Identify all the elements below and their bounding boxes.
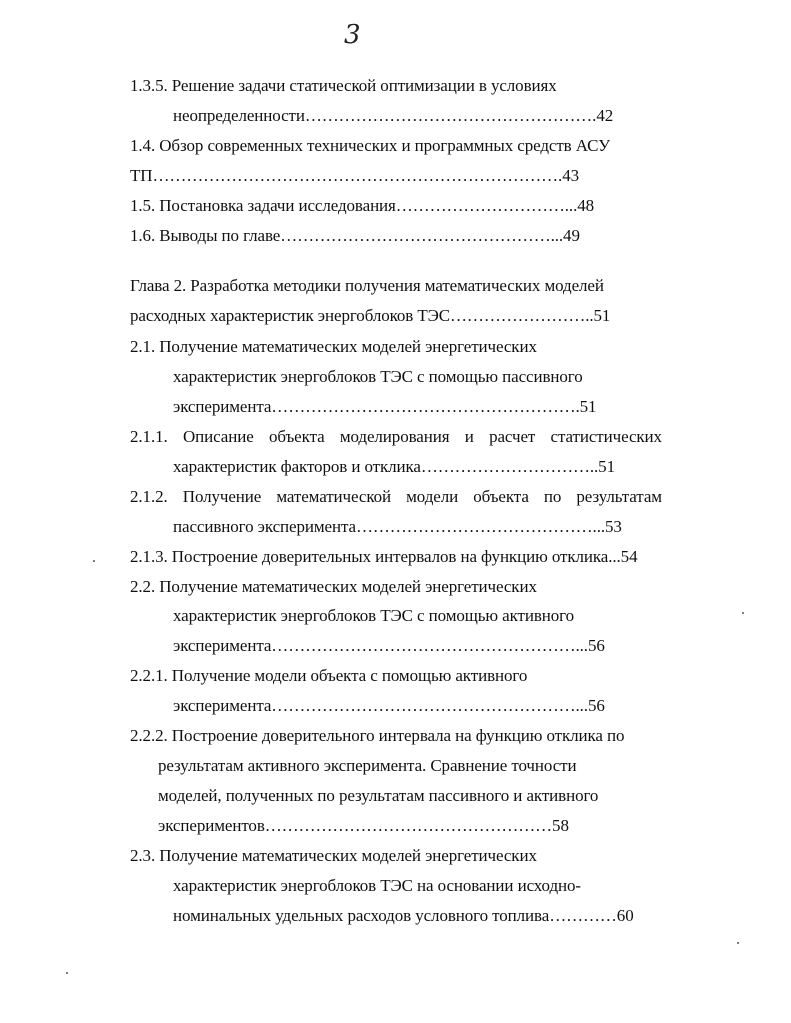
chapter-title: Глава 2. Разработка методики получения математических моделей [130, 276, 604, 295]
word: Получение [182, 487, 262, 506]
toc-entry-text: ТП……………………………………………………………….43 [130, 166, 580, 185]
toc-entry-text: эксперимента………………………………………………...56 [173, 696, 605, 715]
toc-entry-text [130, 487, 662, 507]
word: статистических [550, 427, 662, 446]
toc-entry-text: 1.4. Обзор современных технических и программных средств АСУ [130, 136, 611, 155]
toc-entry-text: 1.6. Выводы по главе…………………………………………...49 [130, 226, 580, 245]
toc-entry-text: 2.3. Получение математических моделей энергетических [130, 846, 537, 865]
toc-entry-text: неопределенности…………………………………………….42 [173, 106, 614, 125]
toc-entry-text: моделей, полученных по результатам пассивного и активного [158, 786, 599, 805]
word: объекта [268, 427, 325, 446]
toc-entry-text: экспериментов……………………………………………58 [158, 816, 569, 835]
word: математической [276, 487, 392, 506]
toc-entry-text: эксперимента………………………………………………...56 [173, 636, 605, 655]
toc-entry-text: пассивного эксперимента……………………………………...53 [173, 517, 622, 536]
toc-entry-text: 1.3.5. Решение задачи статической оптимизации в условиях [130, 76, 557, 95]
toc-entry-text: характеристик энергоблоков ТЭС на основании исходно- [173, 876, 581, 895]
scan-speck [93, 560, 95, 562]
toc-entry-text: эксперимента……………………………………………….51 [173, 397, 597, 416]
page-number: 3 [344, 20, 361, 50]
toc-entry-text: 2.1.3. Построение доверительных интервалов на функцию отклика...54 [130, 547, 638, 566]
toc-entry-text: 2.2. Получение математических моделей энергетических [130, 577, 537, 596]
word: результатам [576, 487, 662, 506]
scan-speck [742, 612, 744, 614]
word: 2.1.2. [130, 487, 168, 506]
toc-entry-text: номинальных удельных расходов условного топлива…………60 [173, 906, 634, 925]
word: 2.1.1. [130, 427, 168, 446]
word: модели [406, 487, 459, 506]
word: по [543, 487, 562, 506]
toc-entry-text: 2.2.1. Получение модели объекта с помощью активного [130, 666, 528, 685]
chapter-title: расходных характеристик энергоблоков ТЭС……………………..51 [130, 306, 611, 325]
scan-speck [66, 972, 68, 974]
toc-entry-text: характеристик энергоблоков ТЭС с помощью пассивного [173, 367, 583, 386]
scan-speck [737, 942, 739, 944]
toc-entry-text: 2.2.2. Построение доверительного интервала на функцию отклика по [130, 726, 625, 745]
word: Описание [182, 427, 254, 446]
toc-entry-text: результатам активного эксперимента. Сравнение точности [158, 756, 577, 775]
toc-entry-text: характеристик факторов и отклика…………………………..51 [173, 457, 615, 476]
toc-entry-text: 1.5. Постановка задачи исследования…………………………...48 [130, 196, 595, 215]
word: моделирования [339, 427, 450, 446]
word: и [464, 427, 474, 446]
word: расчет [489, 427, 536, 446]
word: объекта [473, 487, 529, 506]
toc-entry-text [130, 427, 662, 447]
toc-entry-text: 2.1. Получение математических моделей энергетических [130, 337, 537, 356]
toc-entry-text: характеристик энергоблоков ТЭС с помощью активного [173, 606, 575, 625]
